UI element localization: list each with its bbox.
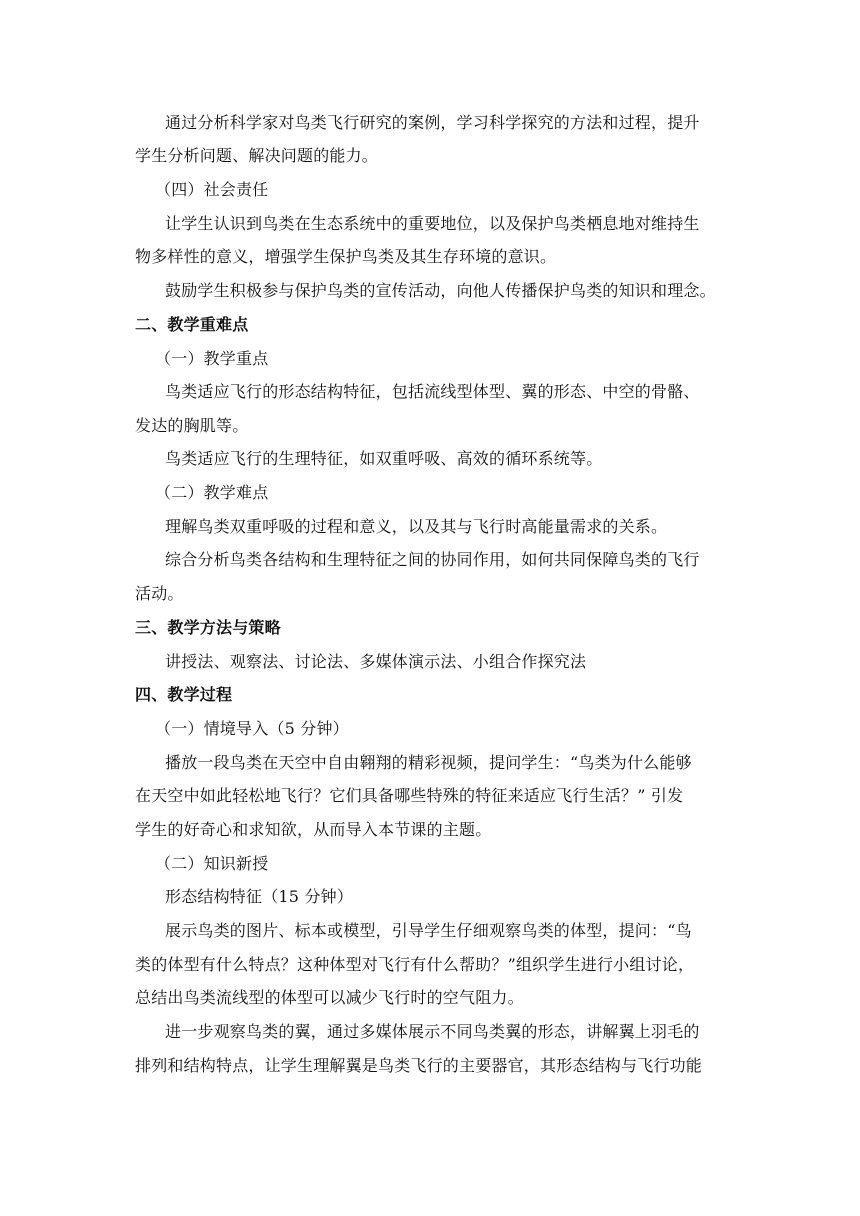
paragraph-line: 进一步观察鸟类的翼，通过多媒体展示不同鸟类翼的形态，讲解翼上羽毛的: [165, 1022, 700, 1041]
paragraph-line: 播放一段鸟类在天空中自由翱翔的精彩视频，提问学生：“鸟类为什么能够: [165, 753, 692, 772]
paragraph-line: 学生分析问题、解决问题的能力。: [135, 146, 379, 165]
section-heading: 三、教学方法与策略: [135, 618, 281, 637]
paragraph-line: 鸟类适应飞行的生理特征，如双重呼吸、高效的循环系统等。: [165, 449, 603, 468]
paragraph-line: 鸟类适应飞行的形态结构特征，包括流线型体型、翼的形态、中空的骨骼、: [165, 382, 700, 401]
paragraph-line: 在天空中如此轻松地飞行？它们具备哪些特殊的特征来适应飞行生活？” 引发: [135, 786, 684, 805]
subsection-heading: （二）知识新授: [155, 854, 269, 873]
section-heading: 二、教学重难点: [135, 315, 249, 334]
paragraph-line: 物多样性的意义，增强学生保护鸟类及其生存环境的意识。: [135, 247, 557, 266]
paragraph-line: 讲授法、观察法、讨论法、多媒体演示法、小组合作探究法: [165, 652, 587, 671]
paragraph-line: 总结出鸟类流线型的体型可以减少飞行时的空气阻力。: [135, 988, 524, 1007]
subsection-heading: （一）情境导入（5 分钟）: [155, 719, 349, 738]
paragraph-line: 理解鸟类双重呼吸的过程和意义，以及其与飞行时高能量需求的关系。: [165, 517, 668, 536]
paragraph-line: 学生的好奇心和求知欲，从而导入本节课的主题。: [135, 820, 492, 839]
paragraph-line: 形态结构特征（15 分钟）: [165, 887, 354, 906]
paragraph-line: 展示鸟类的图片、标本或模型，引导学生仔细观察鸟类的体型，提问：“鸟: [165, 921, 692, 940]
paragraph-line: 活动。: [135, 584, 184, 603]
subsection-heading: （二）教学难点: [155, 483, 269, 502]
subsection-heading: （四）社会责任: [155, 180, 269, 199]
subsection-heading: （一）教学重点: [155, 349, 269, 368]
paragraph-line: 鼓励学生积极参与保护鸟类的宣传活动，向他人传播保护鸟类的知识和理念。: [165, 281, 716, 300]
section-heading: 四、教学过程: [135, 685, 233, 704]
paragraph-line: 类的体型有什么特点？这种体型对飞行有什么帮助？”组织学生进行小组讨论，: [135, 955, 695, 974]
paragraph-line: 综合分析鸟类各结构和生理特征之间的协同作用，如何共同保障鸟类的飞行: [165, 550, 700, 569]
paragraph-line: 排列和结构特点，让学生理解翼是鸟类飞行的主要器官，其形态结构与飞行功能: [135, 1056, 703, 1075]
paragraph-line: 让学生认识到鸟类在生态系统中的重要地位，以及保护鸟类栖息地对维持生: [165, 214, 700, 233]
paragraph-line: 通过分析科学家对鸟类飞行研究的案例，学习科学探究的方法和过程，提升: [165, 113, 700, 132]
paragraph-line: 发达的胸肌等。: [135, 416, 249, 435]
